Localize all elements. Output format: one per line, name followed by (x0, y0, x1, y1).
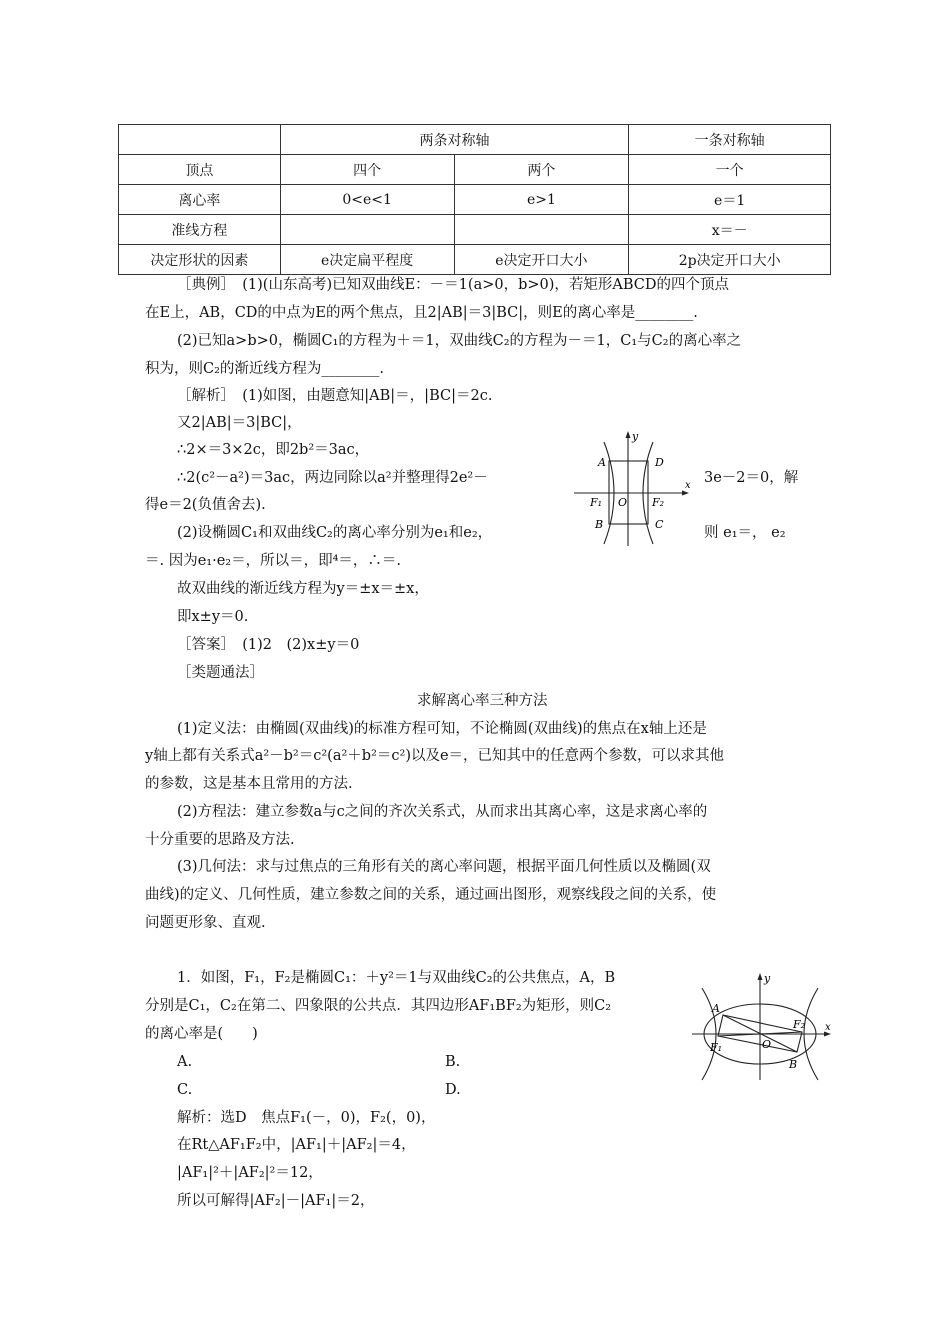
answer-line: ［答案］ (1)2 (2)x±y＝0 (177, 637, 360, 653)
example-line-2: 在E上，AB，CD的中点为E的两个焦点，且2|AB|＝3|BC|，则E的离心率是________. (145, 305, 698, 321)
option-a: A. (177, 1054, 193, 1070)
solution-line-4a: ∴2(c²－a²)＝3ac，两边同除以a²并整理得2e²－ (177, 470, 488, 486)
fig1-origin: O (618, 496, 628, 509)
table-cell (280, 215, 454, 245)
table-cell: 离心率 (119, 185, 281, 215)
fig2-point-a: A (712, 1002, 720, 1015)
ellipse-figure-svg (688, 970, 836, 1082)
table-cell: 2p决定开口大小 (629, 245, 831, 275)
table-row (119, 245, 831, 275)
solution-line-3: ∴2×＝3×2c，即2b²＝3ac， (177, 442, 370, 458)
fig1-point-c: C (655, 518, 664, 531)
section-heading: 求解离心率三种方法 (417, 693, 548, 709)
option-b: B. (445, 1054, 461, 1070)
solution-line-7: ＝. 因为e₁·e₂＝，所以＝，即⁴＝，∴＝. (145, 553, 402, 569)
fig1-focus-f1: F₁ (590, 496, 603, 509)
method-3-line-1: (3)几何法：求与过焦点的三角形有关的离心率问题，根据平面几何性质以及椭圆(双 (177, 859, 711, 875)
question-1-line-3: 的离心率是( ) (145, 1026, 258, 1042)
solution-2-line-3: |AF₁|²＋|AF₂|²＝12， (177, 1165, 323, 1181)
method-3-line-2: 曲线)的定义、几何性质，建立参数之间的关系，通过画出图形，观察线段之间的关系，使 (145, 887, 717, 903)
table-cell: x＝－ (629, 215, 831, 245)
fig1-point-a: A (598, 456, 606, 469)
fig1-point-b: B (595, 518, 604, 531)
hyperbola-figure-svg (568, 428, 696, 548)
table-cell: 决定形状的因素 (119, 245, 281, 275)
table-cell: 一个 (629, 155, 831, 185)
comparison-table (118, 124, 831, 275)
table-cell: 两个 (454, 155, 629, 185)
table-cell: e决定开口大小 (454, 245, 629, 275)
method-1-line-2: y轴上都有关系式a²－b²＝c²(a²＋b²＝c²)以及e＝，已知其中的任意两个参数，可以求其他 (145, 748, 725, 764)
solution-line-6a: (2)设椭圆C₁和双曲线C₂的离心率分别为e₁和e₂， (177, 525, 493, 541)
option-c: C. (177, 1082, 193, 1098)
method-1-line-3: 的参数，这是基本且常用的方法. (145, 776, 353, 792)
fig2-origin: O (762, 1038, 772, 1051)
solution-line-6b: 则 e₁＝， e₂ (704, 525, 786, 541)
table-cell (454, 215, 629, 245)
table-header-row (119, 125, 831, 155)
example-line-1: ［典例］ (1)(山东高考)已知双曲线E：－＝1(a>0，b>0)，若矩形ABCD的四个顶点 (177, 277, 730, 293)
table-row (119, 215, 831, 245)
method-2-line-1: (2)方程法：建立参数a与c之间的齐次关系式，从而求出其离心率，这是求离心率的 (177, 804, 708, 820)
ellipse-hyperbola-figure (688, 970, 836, 1082)
table-row (119, 155, 831, 185)
example-line-3: (2)已知a>b>0，椭圆C₁的方程为＋＝1，双曲线C₂的方程为－＝1，C₁与C₂的离心率之 (177, 333, 742, 349)
table-row (119, 185, 831, 215)
solution-2-line-1: 解析：选D 焦点F₁(－，0)，F₂(，0)， (177, 1110, 436, 1126)
option-d: D. (445, 1082, 461, 1098)
fig1-point-d: D (655, 456, 664, 469)
hyperbola-rectangle-figure (568, 428, 696, 548)
solution-line-1: ［解析］ (1)如图，由题意知|AB|＝，|BC|＝2c. (177, 388, 493, 404)
fig2-y-label: y (764, 972, 771, 985)
table-cell: e>1 (454, 185, 629, 215)
table-header-cell: 一条对称轴 (629, 125, 831, 155)
fig2-point-b: B (789, 1058, 798, 1071)
fig2-focus-f2: F₂ (793, 1018, 806, 1031)
solution-line-4b: 3e－2＝0，解 (704, 470, 799, 486)
fig1-focus-f2: F₂ (652, 496, 665, 509)
fig2-focus-f1: F₁ (710, 1041, 723, 1054)
table-cell: e决定扁平程度 (280, 245, 454, 275)
question-1-line-1: 1．如图，F₁，F₂是椭圆C₁：＋y²＝1与双曲线C₂的公共焦点，A，B (177, 970, 616, 986)
fig2-x-label: x (825, 1022, 831, 1033)
table-cell: 顶点 (119, 155, 281, 185)
solution-line-9: 即x±y＝0. (177, 609, 249, 625)
solution-line-8: 故双曲线的渐近线方程为y＝±x＝±x， (177, 581, 429, 597)
solution-line-2: 又2|AB|＝3|BC|， (177, 415, 302, 431)
solution-2-line-2: 在Rt△AF₁F₂中，|AF₁|＋|AF₂|＝4， (177, 1137, 416, 1153)
solution-line-5: 得e＝2(负值舍去). (145, 497, 266, 513)
example-line-4: 积为，则C₂的渐近线方程为________. (145, 361, 385, 377)
fig1-x-label: x (685, 480, 691, 491)
table-cell: 0<e<1 (280, 185, 454, 215)
method-1-line-1: (1)定义法：由椭圆(双曲线)的标准方程可知，不论椭圆(双曲线)的焦点在x轴上还是 (177, 721, 707, 737)
method-3-line-3: 问题更形象、直观. (145, 915, 266, 931)
table-cell: 准线方程 (119, 215, 281, 245)
method-label: ［类题通法］ (177, 665, 264, 681)
table-header-cell: 两条对称轴 (280, 125, 629, 155)
table-cell: 四个 (280, 155, 454, 185)
fig1-y-label: y (632, 430, 639, 443)
method-2-line-2: 十分重要的思路及方法. (145, 832, 295, 848)
table-header-cell (119, 125, 281, 155)
question-1-line-2: 分别是C₁，C₂在第二、四象限的公共点．其四边形AF₁BF₂为矩形，则C₂ (145, 998, 612, 1014)
solution-2-line-4: 所以可解得|AF₂|－|AF₁|＝2， (177, 1193, 375, 1209)
table-cell: e＝1 (629, 185, 831, 215)
